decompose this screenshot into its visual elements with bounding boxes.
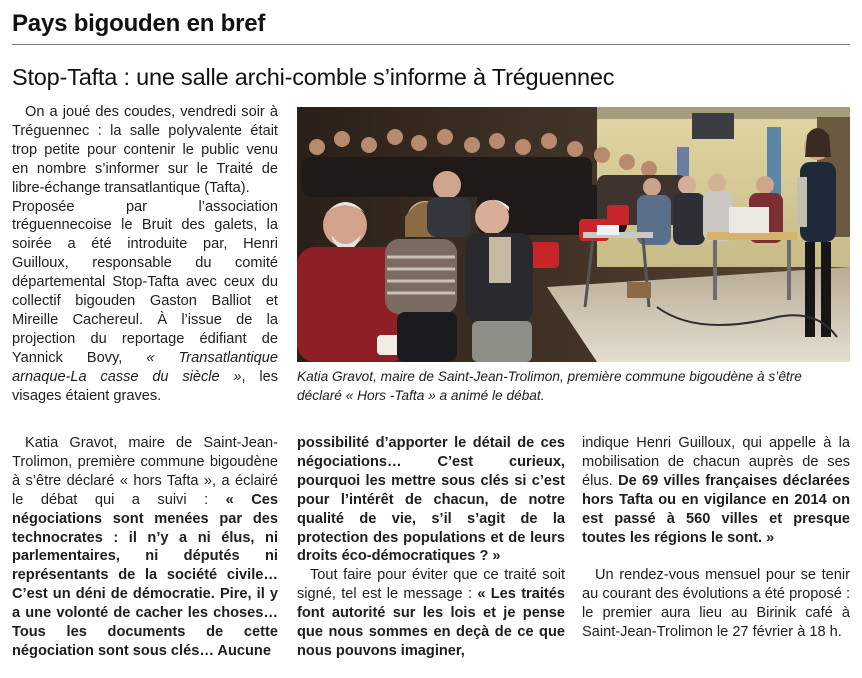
article-photo <box>297 107 850 362</box>
article-column-3 <box>582 434 850 642</box>
paragraph-6: indique Henri Guilloux, qui appelle à la mobilisation de chacun auprès de ses élus. De 69 villes françaises déclarées hors Tafta ou en vigilance en 2014 on est passé à 560 villes et presque toutes les régions le sont. » <box>582 435 850 546</box>
paragraph-4: possibilité d’apporter le détail de ces négociations… C’est curieux, pourquoi les mettre sous clés si c’est pour l’intérêt de chacun, de notre qualité de vie, s’il s’agit de la protection des populations et de leurs droits éco-démocratiques ? » <box>297 435 565 565</box>
article-headline: Stop-Tafta : une salle archi-comble s’informe à Tréguennec <box>12 64 615 90</box>
paragraph-5: Tout faire pour éviter que ce traité soit signé, tel est le message : « Les traités font autorité sur les lois et je pense que nous sommes en deçà de ce que nous pouvons imaginer, <box>297 567 565 659</box>
article-column-1 <box>12 103 278 406</box>
photo-caption: Katia Gravot, maire de Saint-Jean-Trolimon, première commune bigoudène à s’être déclaré « Hors -Tafta » a animé le débat. <box>297 369 802 403</box>
meeting-photo-illustration <box>297 107 850 362</box>
paragraph-7: Un rendez-vous mensuel pour se tenir au courant des évolutions a été proposé : le premier aura lieu au Birinik café à Saint-Jean-Trolimon le 27 février à 18 h. <box>582 567 850 641</box>
paragraph-1: On a joué des coudes, vendredi soir à Tréguennec : la salle polyvalente était trop petite pour contenir le public venu en nombre s’informer sur le Traité de libre-échange transatlantique (Tafta). <box>12 104 278 196</box>
article-column-1-bottom <box>12 434 278 661</box>
paragraph-3: Katia Gravot, maire de Saint-Jean-Trolimon, première commune bigoudène à s’être déclaré « hors Tafta », a éclairé le débat qui a suivi : « Ces négociations sont menées par des technocrates : il n’y a ni élus, ni parlementaires, ni députés ni représentants de la société civile… C’est un déni de démocratie. Pire, il y a une volonté de cacher les choses… Tous les documents de cette négociation sont sous clés… Aucune <box>12 435 278 659</box>
paragraph-2: Proposée par l’association tréguennecoise le Bruit des galets, la soirée a été introduite par, Henri Guilloux, responsable du comité départemental Stop-Tafta avec ceux du collectif bigouden Gaston Balliot et Mireille Cachereul. À l’issue de la projection du reportage édifiant de Yannick Bovy, « Transatlantique arnaque-La casse du siècle », les visages étaient graves. <box>12 198 278 404</box>
section-rubric: Pays bigouden en bref <box>12 10 850 45</box>
article-column-2 <box>297 434 565 661</box>
